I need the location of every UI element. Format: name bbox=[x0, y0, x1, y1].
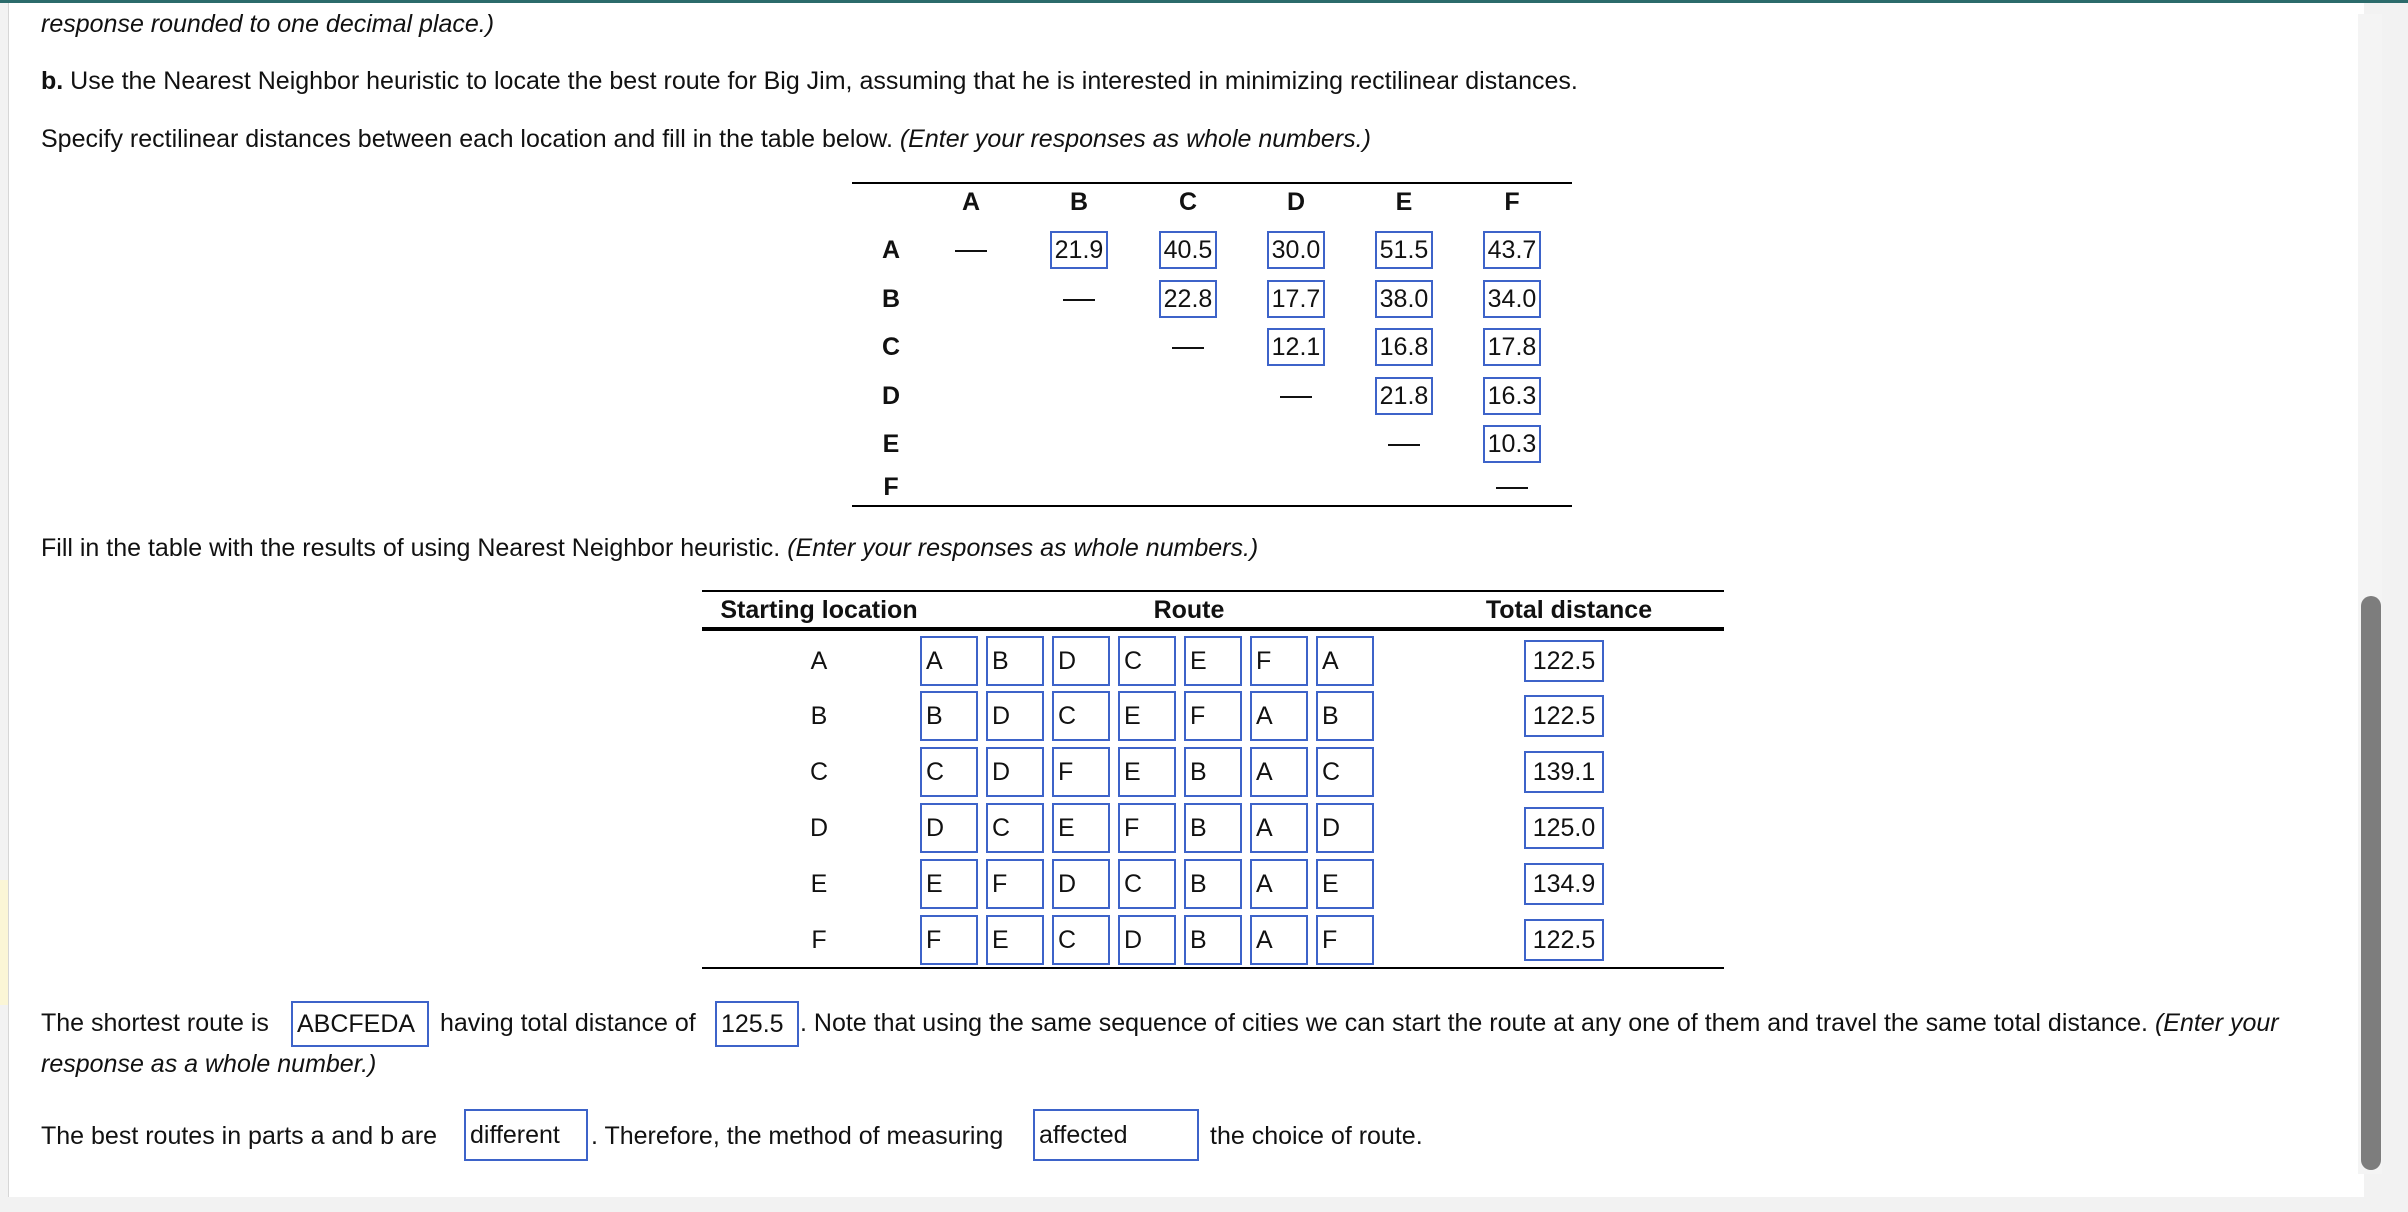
col-header-a: A bbox=[961, 188, 981, 216]
scrollbar-thumb[interactable] bbox=[2361, 596, 2381, 1170]
route-input-c-6[interactable]: A bbox=[1250, 747, 1308, 797]
diagonal-dash bbox=[1172, 347, 1204, 349]
shortest-route-text-1: The shortest route is bbox=[41, 1009, 269, 1037]
left-highlight-strip bbox=[0, 880, 8, 1005]
nn-table-bottom-rule bbox=[702, 967, 1724, 969]
distance-input-be[interactable]: 38.0 bbox=[1375, 280, 1433, 318]
diagonal-dash bbox=[1063, 299, 1095, 301]
route-input-f-7[interactable]: F bbox=[1316, 915, 1374, 965]
distance-input-ef[interactable]: 10.3 bbox=[1483, 425, 1541, 463]
col-header-b: B bbox=[1069, 188, 1089, 216]
route-input-a-5[interactable]: E bbox=[1184, 636, 1242, 686]
total-distance-input-a[interactable]: 122.5 bbox=[1524, 640, 1604, 682]
route-input-f-1[interactable]: F bbox=[920, 915, 978, 965]
conclusion-text-3: the choice of route. bbox=[1210, 1122, 1423, 1150]
total-distance-input-b[interactable]: 122.5 bbox=[1524, 695, 1604, 737]
question-panel bbox=[8, 3, 2364, 1197]
distance-input-ab[interactable]: 21.9 bbox=[1050, 231, 1108, 269]
route-input-e-3[interactable]: D bbox=[1052, 859, 1110, 909]
diagonal-dash bbox=[1280, 396, 1312, 398]
distance-input-ce[interactable]: 16.8 bbox=[1375, 328, 1433, 366]
part-b-text: Use the Nearest Neighbor heuristic to locate the best route for Big Jim, assuming that he is interested in minimizing rectilinear distances. bbox=[70, 67, 1578, 95]
route-input-e-2[interactable]: F bbox=[986, 859, 1044, 909]
distance-input-af[interactable]: 43.7 bbox=[1483, 231, 1541, 269]
start-location-b: B bbox=[810, 702, 828, 730]
specify-text: Specify rectilinear distances between each location and fill in the table below. bbox=[41, 125, 893, 153]
part-b-prompt bbox=[41, 66, 1578, 96]
distance-input-de[interactable]: 21.8 bbox=[1375, 377, 1433, 415]
nn-text: Fill in the table with the results of using Nearest Neighbor heuristic. bbox=[41, 534, 781, 562]
row-header-e: E bbox=[882, 430, 900, 458]
distance-input-ad[interactable]: 30.0 bbox=[1267, 231, 1325, 269]
col-header-e: E bbox=[1395, 188, 1413, 216]
route-input-a-1[interactable]: A bbox=[920, 636, 978, 686]
shortest-route-input[interactable]: ABCFEDA bbox=[291, 1001, 429, 1047]
route-input-d-5[interactable]: B bbox=[1184, 803, 1242, 853]
total-distance-input-e[interactable]: 134.9 bbox=[1524, 863, 1604, 905]
route-input-f-4[interactable]: D bbox=[1118, 915, 1176, 965]
route-input-c-2[interactable]: D bbox=[986, 747, 1044, 797]
distance-input-ae[interactable]: 51.5 bbox=[1375, 231, 1433, 269]
row-header-a: A bbox=[881, 236, 901, 264]
nn-table-header-rule bbox=[702, 627, 1724, 631]
nn-hint: (Enter your responses as whole numbers.) bbox=[787, 534, 1259, 562]
nn-table-top-rule bbox=[702, 590, 1724, 592]
start-location-d: D bbox=[809, 814, 829, 842]
diagonal-dash bbox=[1496, 487, 1528, 489]
route-input-e-5[interactable]: B bbox=[1184, 859, 1242, 909]
route-input-b-7[interactable]: B bbox=[1316, 691, 1374, 741]
conclusion-text-2: . Therefore, the method of measuring bbox=[591, 1122, 1004, 1150]
shortest-route-text-2: having total distance of bbox=[440, 1009, 696, 1037]
header-starting-location: Starting location bbox=[720, 596, 918, 624]
distance-input-df[interactable]: 16.3 bbox=[1483, 377, 1541, 415]
route-input-a-6[interactable]: F bbox=[1250, 636, 1308, 686]
distance-table-top-rule bbox=[852, 182, 1572, 184]
row-header-f: F bbox=[883, 473, 899, 501]
specify-hint: (Enter your responses as whole numbers.) bbox=[899, 125, 1371, 153]
shortest-note: . Note that using the same sequence of cities we can start the route at any one of them and travel the same total distance. bbox=[800, 1009, 2148, 1037]
specify-instruction bbox=[41, 124, 1371, 154]
route-input-f-3[interactable]: C bbox=[1052, 915, 1110, 965]
route-input-d-4[interactable]: F bbox=[1118, 803, 1176, 853]
distance-table-bottom-rule bbox=[852, 505, 1572, 507]
routes-comparison-input[interactable]: different bbox=[464, 1109, 588, 1161]
route-input-f-5[interactable]: B bbox=[1184, 915, 1242, 965]
start-location-f: F bbox=[811, 926, 827, 954]
route-input-b-4[interactable]: E bbox=[1118, 691, 1176, 741]
route-input-f-2[interactable]: E bbox=[986, 915, 1044, 965]
route-input-e-1[interactable]: E bbox=[920, 859, 978, 909]
route-input-b-1[interactable]: B bbox=[920, 691, 978, 741]
route-input-d-2[interactable]: C bbox=[986, 803, 1044, 853]
shortest-hint-b: response as a whole number.) bbox=[41, 1050, 377, 1078]
shortest-route-text-3 bbox=[800, 1008, 2279, 1038]
distance-input-ac[interactable]: 40.5 bbox=[1159, 231, 1217, 269]
nn-instruction bbox=[41, 533, 1258, 563]
total-distance-input-f[interactable]: 122.5 bbox=[1524, 919, 1604, 961]
prev-question-tail: response rounded to one decimal place.) bbox=[41, 10, 495, 38]
distance-input-cf[interactable]: 17.8 bbox=[1483, 328, 1541, 366]
route-input-c-5[interactable]: B bbox=[1184, 747, 1242, 797]
distance-input-bc[interactable]: 22.8 bbox=[1159, 280, 1217, 318]
header-route: Route bbox=[1153, 596, 1225, 624]
start-location-c: C bbox=[809, 758, 829, 786]
route-input-c-3[interactable]: F bbox=[1052, 747, 1110, 797]
route-input-d-1[interactable]: D bbox=[920, 803, 978, 853]
part-b-label: b. bbox=[41, 67, 64, 95]
route-input-b-5[interactable]: F bbox=[1184, 691, 1242, 741]
row-header-c: C bbox=[881, 333, 901, 361]
route-input-b-2[interactable]: D bbox=[986, 691, 1044, 741]
row-header-b: B bbox=[881, 285, 901, 313]
distance-input-bf[interactable]: 34.0 bbox=[1483, 280, 1541, 318]
distance-input-bd[interactable]: 17.7 bbox=[1267, 280, 1325, 318]
total-distance-input-c[interactable]: 139.1 bbox=[1524, 751, 1604, 793]
start-location-a: A bbox=[810, 647, 828, 675]
col-header-d: D bbox=[1286, 188, 1306, 216]
route-input-a-4[interactable]: C bbox=[1118, 636, 1176, 686]
total-distance-input[interactable]: 125.5 bbox=[715, 1001, 799, 1047]
distance-input-cd[interactable]: 12.1 bbox=[1267, 328, 1325, 366]
route-input-e-6[interactable]: A bbox=[1250, 859, 1308, 909]
total-distance-input-d[interactable]: 125.0 bbox=[1524, 807, 1604, 849]
conclusion-text-1: The best routes in parts a and b are bbox=[41, 1122, 438, 1150]
route-input-d-6[interactable]: A bbox=[1250, 803, 1308, 853]
col-header-f: F bbox=[1504, 188, 1520, 216]
route-input-a-2[interactable]: B bbox=[986, 636, 1044, 686]
route-input-c-7[interactable]: C bbox=[1316, 747, 1374, 797]
route-input-d-7[interactable]: D bbox=[1316, 803, 1374, 853]
route-input-a-3[interactable]: D bbox=[1052, 636, 1110, 686]
route-input-c-1[interactable]: C bbox=[920, 747, 978, 797]
row-header-d: D bbox=[881, 382, 901, 410]
route-input-c-4[interactable]: E bbox=[1118, 747, 1176, 797]
route-input-b-3[interactable]: C bbox=[1052, 691, 1110, 741]
route-input-f-6[interactable]: A bbox=[1250, 915, 1308, 965]
diagonal-dash bbox=[1388, 444, 1420, 446]
diagonal-dash bbox=[955, 250, 987, 252]
route-input-e-7[interactable]: E bbox=[1316, 859, 1374, 909]
route-input-d-3[interactable]: E bbox=[1052, 803, 1110, 853]
shortest-hint-a: (Enter your bbox=[2154, 1009, 2279, 1037]
route-input-a-7[interactable]: A bbox=[1316, 636, 1374, 686]
route-input-e-4[interactable]: C bbox=[1118, 859, 1176, 909]
route-input-b-6[interactable]: A bbox=[1250, 691, 1308, 741]
col-header-c: C bbox=[1178, 188, 1198, 216]
method-effect-input[interactable]: affected bbox=[1033, 1109, 1199, 1161]
start-location-e: E bbox=[810, 870, 828, 898]
header-total-distance: Total distance bbox=[1485, 596, 1653, 624]
